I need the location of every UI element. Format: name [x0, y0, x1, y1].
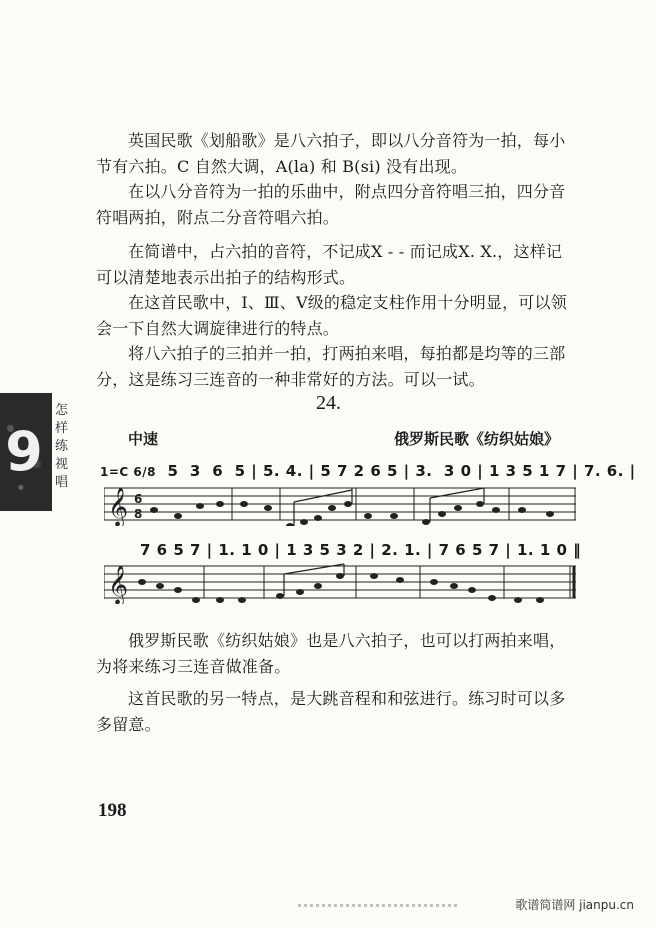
paragraph-spinning-girl: 俄罗斯民歌《纺织姑娘》也是八六拍子，也可以打两拍来唱，为将来练习三连音做准备。	[96, 631, 566, 676]
scan-artifact	[298, 904, 458, 907]
song-source: 俄罗斯民歌《纺织姑娘》	[394, 430, 560, 448]
tempo-marking: 中速	[128, 430, 159, 448]
book-title-vertical: 怎样练视唱	[55, 403, 69, 490]
paragraph-stable-degrees: 在这首民歌中，Ⅰ、Ⅲ、Ⅴ级的稳定支柱作用十分明显，可以领会一下自然大调旋律进行的特点。	[96, 293, 567, 338]
site-watermark: 歌谱简谱网 jianpu.cn	[515, 898, 634, 912]
staff-line-1	[104, 482, 576, 526]
key-signature: 1=C 6/8	[100, 465, 156, 479]
paragraph-large-leaps: 这首民歌的另一特点，是大跳音程和和弦进行。练习时可以多多留意。	[96, 689, 566, 734]
paragraph-dotted-notes: 在以八分音符为一拍的乐曲中，附点四分音符唱三拍，四分音符唱两拍，附点二分音符唱六拍。	[96, 182, 566, 227]
svg-text:6: 6	[134, 492, 143, 506]
svg-text:8: 8	[134, 507, 143, 521]
paragraph-rowing-song: 英国民歌《划船歌》是八六拍子，即以八分音符为一拍，每小节有六拍。C 自然大调，A(la) 和 B(si) 没有出现。	[96, 131, 566, 176]
jianpu-line-1	[100, 462, 636, 480]
paragraph-six-beat-notation: 在简谱中，占六拍的音符，不记成X - - 而记成X. X.，这样记可以清楚地表示出拍子的结构形式。	[96, 242, 563, 287]
jianpu-line-2: 7 6 5 7 | 1. 1 0 | 1 3 5 3 2 | 2. 1. | 7 6 5 7 | 1. 1 0 ‖	[140, 541, 582, 559]
staff-line-2	[104, 560, 576, 604]
chapter-number: 9	[5, 420, 43, 483]
paragraph-triplet-practice: 将八六拍子的三拍并一拍，打两拍来唱，每拍都是均等的三部分，这是练习三连音的一种非常好的方法。可以一试。	[96, 344, 566, 389]
treble-clef-icon: 𝄞	[108, 487, 129, 526]
treble-clef-icon: 𝄞	[108, 565, 129, 604]
page-number: 198	[98, 800, 127, 821]
jianpu-notes-line-1: 5 3 6 5 | 5. 4. | 5 7 2 6 5 | 3. 3 0 | 1 3 5 1 7 | 7. 6. |	[167, 462, 636, 480]
song-number: 24.	[316, 392, 341, 414]
